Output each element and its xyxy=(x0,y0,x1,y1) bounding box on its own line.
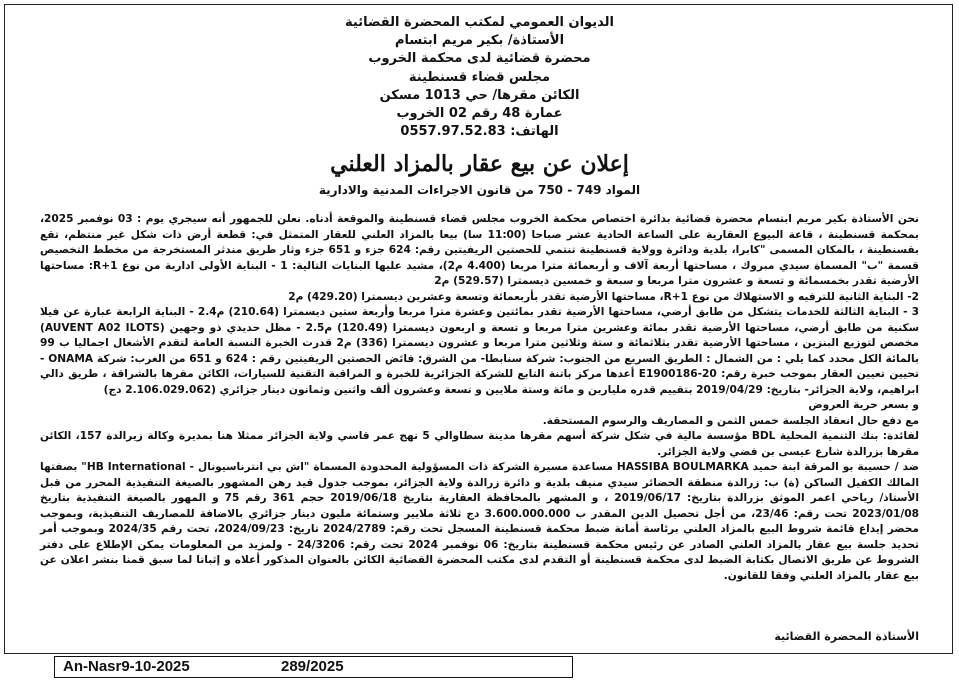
body-paragraph-price: و بسعر حرية العروض xyxy=(808,399,919,411)
header-court: محضرة قضائية لدى محكمة الخروب xyxy=(368,51,591,67)
header-bailiff-name: الأستاذة/ بكير مريم ابتسام xyxy=(394,33,565,49)
body-paragraph-debtor: ضد / حسيبة بو المرقة ابنة حميد HASSIBA BOULMARKA مساعدة مسيرة الشركة ذات المسؤولية المحدودة المسماة "اش بي انترناسيونال - HB International" بصفتها المالك الكفيل الساكن (ة) ب: زرالدة منطقة الحضائر سيدي منيف بلدية و دائرة زرالدة ولاية الجزائر، بموجب جدول قيد رهن المشهور بالصيغة التنفيذية المحرر من قبل الأستاذ/ رياحي اعمر الموثق بزرالدة بتاريخ: 2019/06/17 ، و المشهر بالمحافظة العقارية بتاريخ 2019/06/18 حجم 361 رقم 75 و المهور بالصيغة التنفيذية بتاريخ 2023/01/08 تحت رقم: 23/46، من أجل تحصيل الدين المقدر ب 3.600.000.000 دج ثلاثة ملايير وستمائة مليون دينار جزائري بالاضافة للمصاريف التنفيذية، وبموجب محضر إيداع قائمة شروط البيع بالمزاد العلني برئاسة أمانة ضبط محكمة قسنطينة المسجل تحت رقم: 2024/2789 تاريخ: 2024/09/23، تحت رقم 2024/35 وبموجب أمر تحديد جلسة بيع عقار بالمزاد العلني الصادر عن رئيس محكمة قسنطينة بتاريخ: 06 نوفمبر 2024 تحت رقم: 24/3206 - ولمزيد من المعلومات يمكن الإطلاع على دفتر الشروط عن طريق الاتصال بكتابة الضبط لدى محكمة قسنطينة أو التقدم لدى مكتب المحضرة القضائية الكائن بالعنوان المذكور أعلاه و إثباتا لما سبق قمنا بنشر اعلان عن بيع عقار بالمزاد العلني وفقا للقانون. xyxy=(40,461,919,582)
header-address-2: عمارة 48 رقم 02 الخروب xyxy=(396,106,563,122)
notice-body xyxy=(40,212,919,584)
publication-ref: An-Nasr9-10-2025 xyxy=(63,658,190,675)
body-paragraph-payment: مع دفع حال انعقاد الجلسة خمس الثمن و المصاريف والرسوم المستحقة. xyxy=(542,414,919,427)
publication-footer xyxy=(54,656,573,678)
office-header xyxy=(0,14,959,141)
header-address-1: الكائن مقرها/ حي 1013 مسكن xyxy=(379,87,580,103)
header-council: مجلس قضاء قسنطينة xyxy=(408,69,551,85)
body-paragraph-building-2: 2- البناية الثانية للترفيه و الاستهلاك من نوع R+1، مساحتها الأرضية تقدر بأربعمائة وتسعة وعشرين ديسمترا (429.20) م2 xyxy=(288,290,919,303)
header-phone: الهاتف: 0557.97.52.83 xyxy=(400,124,559,140)
body-paragraph-creditor: لفائدة: بنك التنمية المحلية BDL مؤسسة مالية في شكل شركة أسهم مقرها مدينة سطاوالي 5 نهج عمر قاسي ولاية الجزائر ممثلا هنا بمديرة وكالة زيرالدة 157، الكائن مقرها بزرالدة شارع عيسى بن فضي ولاية الجزائر. xyxy=(40,430,919,458)
body-paragraph-buildings-3-5: 3 - البناية الثالثة للخدمات يتشكل من طابق أرضي، مساحتها الأرضية تقدر بمائتين وعشرة مترا مربعا وأربعة ستين ديسمترا (210.64) م2.4 - البناية الرابعة عبارة عن فيلا سكنية من طابق أرضي، مساحتها الأرضية تقدر بمائة وعشرين مترا مربعا و تسعة و اربعون ديسمترا (120.49) م2.5 - مظل حديدي ذو وجهين (AUVENT A02 ILOTS) مخصص لتوزيع البنزين ، مساحتها الأرضية تقدر بثلاثمائة و ستة وثلاثين مترا مربعا و عشرون ديسمترا (336) م2 قدرت الخبرة النسبة العامة لتقدم الأشغال اجماليا ب 99 بالمائة الكل محدد كما يلي : من الشمال : الطريق السريع من الجنوب: شركة سنابطا- من الشرق: فائض الحصتين الريفيتين رقم : 624 و 651 من الغرب: شركة ONAMA - تحيين تعيين العقار بموجب خبرة رقم: 20-E1900186 أعدها مركز باتنة التابع للشركة الجزائرية للخبرة و المراقبة التقنية للسيارات، الكائن مقرها بالشراقة ، طريق دالي ابراهيم، ولاية الجزائر- بتاريخ: 2019/04/29 بتقييم قدره مليارين و مائة وستة ملايين و تسعة وعشرون ألف واثنين وثمانون دينار جزائري (2.106.029.062 دج) xyxy=(40,306,920,396)
notice-number: 289/2025 xyxy=(281,658,344,675)
signature: الأستاذة المحضرة القضائية xyxy=(774,630,919,643)
notice-subtitle: المواد 749 - 750 من قانون الاجراءات المدنية والادارية xyxy=(318,183,641,197)
header-office-name: الديوان العمومي لمكتب المحضرة القضائية xyxy=(345,15,614,30)
notice-title: إعلان عن بيع عقار بالمزاد العلني xyxy=(330,151,629,177)
body-paragraph-intro: نحن الأستاذة بكير مريم ابتسام محضرة قضائية بدائرة اختصاص محكمة الخروب مجلس قضاء قسنطينة والموقعة أدناه. نعلن للجمهور أنه سيجري يوم : 03 نوفمبر 2025، بمحكمة قسنطينة ، قاعة البيوع العقارية على الساعة الحادية عشر صباحا (11:00 سا) بيعا بالمزاد العلني للعقار المتمثل في: قطعة أرض ذات شكل غير منتظم، تقع بقسنطينة ، بالمكان المسمى "كابرا، بلدية ودائرة وولاية قسنطينة تنتمي للحصتين الريفيتين رقم: 624 جزء و 651 جزء وثار طريق مندثر المستخرجة من مخطط التخصيص قسمة "ب" المسماة سيدي مبروك ، مساحتها أربعة آلاف و أربعمائة مترا مربعا (4.400 م2)، مشيد عليها البنايات التالية: 1 - البناية الأولى ادارية من نوع R+1: مساحتها الأرضية تقدر بخمسمائة و تسعة و عشرون مترا مربعا و سبعة و خمسين ديسمترا (529.57) م2 xyxy=(40,213,919,287)
